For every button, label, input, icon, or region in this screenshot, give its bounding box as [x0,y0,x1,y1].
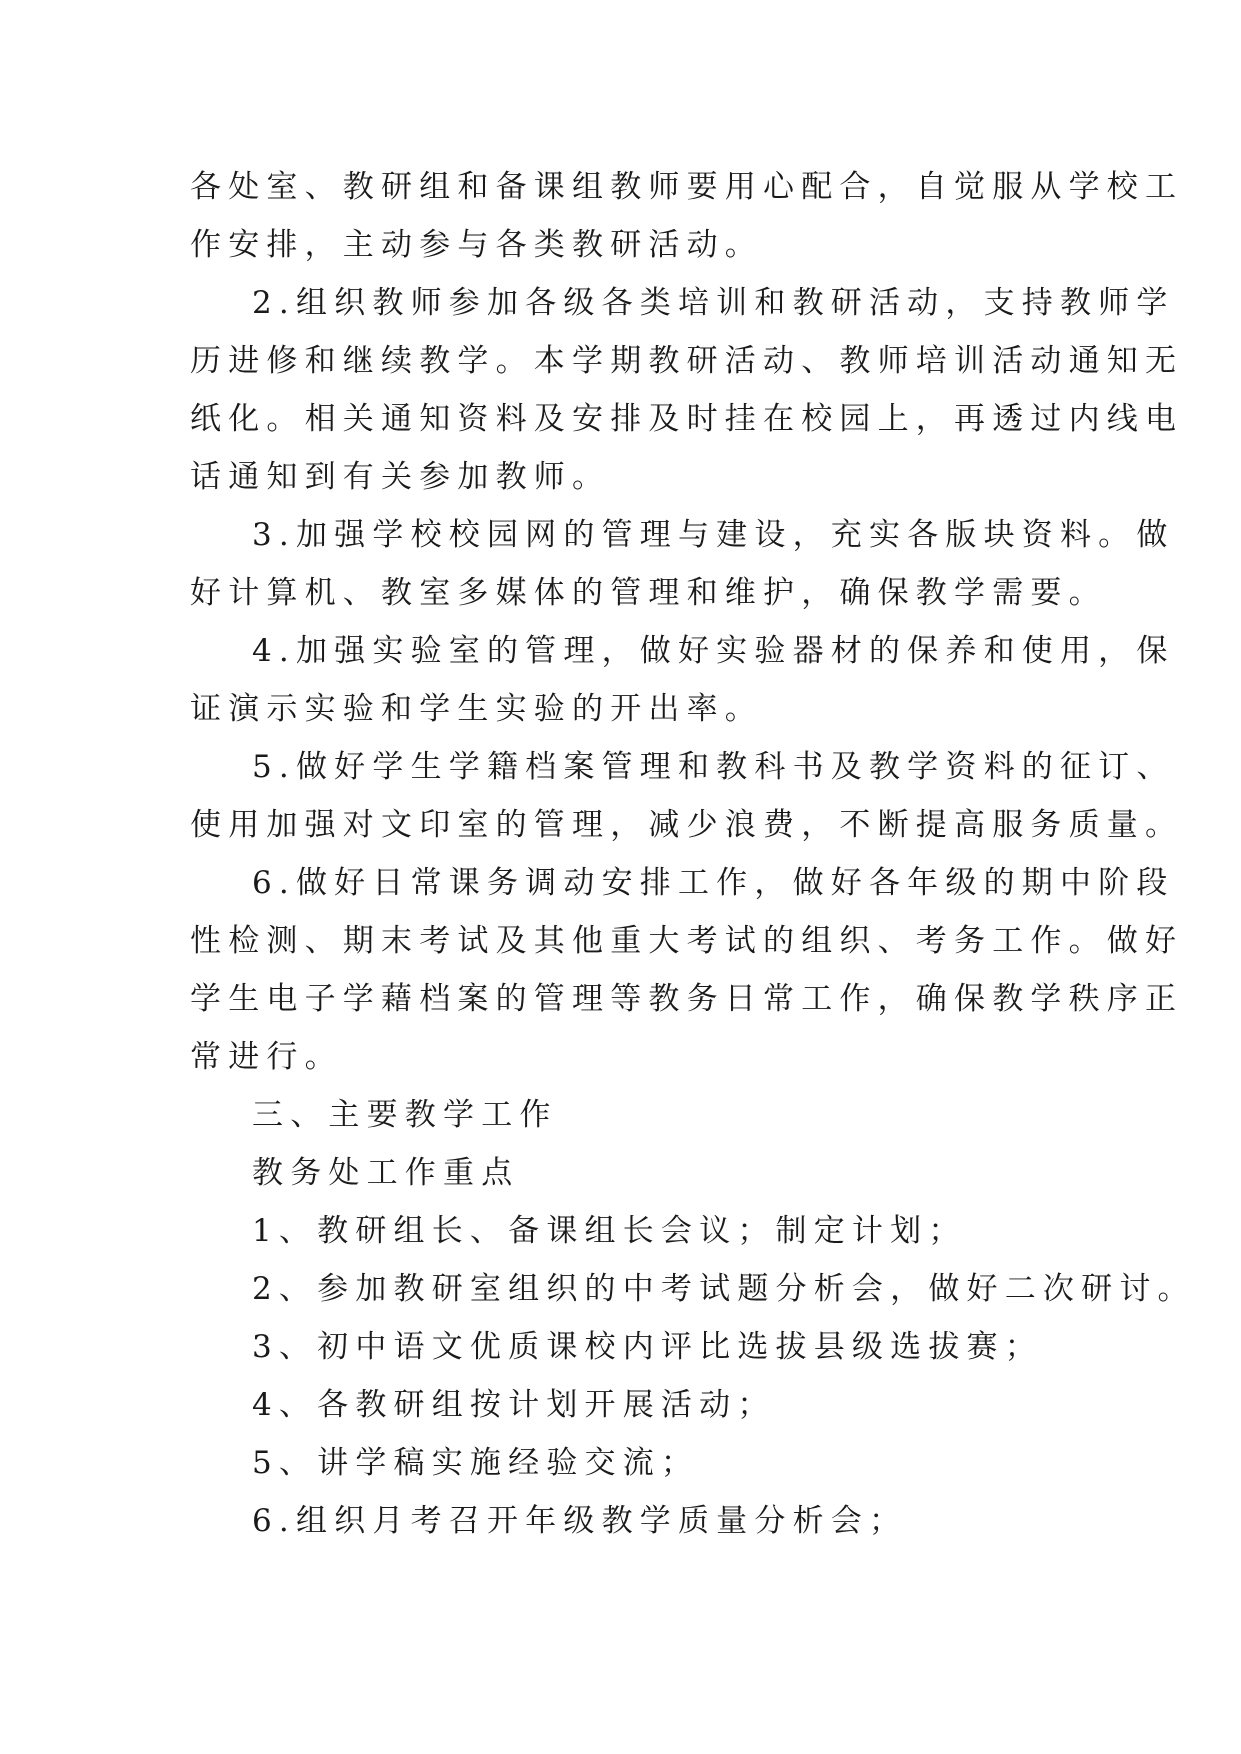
list-item: 6.组织月考召开年级教学质量分析会； [252,1503,908,1539]
text-line: 常进行。 [190,1039,343,1075]
text-line: 历进修和继续教学。本学期教研活动、教师培训活动通知无 [190,343,1184,379]
text-line: 使用加强对文印室的管理，减少浪费，不断提高服务质量。 [190,807,1184,843]
text-line: 作安排，主动参与各类教研活动。 [190,227,763,263]
text-line: 3.加强学校校园网的管理与建设，充实各版块资料。做 [252,517,1175,553]
text-line: 2.组织教师参加各级各类培训和教研活动，支持教师学 [252,285,1175,321]
section-heading: 三、主要教学工作 [252,1097,558,1133]
text-line: 各处室、教研组和备课组教师要用心配合，自觉服从学校工 [190,169,1184,205]
text-line: 学生电子学藉档案的管理等教务日常工作，确保教学秩序正 [190,981,1184,1017]
text-line: 6.做好日常课务调动安排工作，做好各年级的期中阶段 [252,865,1175,901]
list-item: 3、初中语文优质课校内评比选拔县级选拔赛； [252,1329,1043,1365]
list-item: 1、教研组长、备课组长会议；制定计划； [252,1213,967,1249]
subsection-heading: 教务处工作重点 [252,1155,520,1191]
document-body [190,158,1196,1550]
list-item: 4、各教研组按计划开展活动； [252,1387,776,1423]
text-line: 纸化。相关通知资料及安排及时挂在校园上，再透过内线电 [190,401,1184,437]
text-line: 4.加强实验室的管理，做好实验器材的保养和使用，保 [252,633,1175,669]
text-line: 话通知到有关参加教师。 [190,459,611,495]
text-line: 5.做好学生学籍档案管理和教科书及教学资料的征订、 [252,749,1175,785]
text-line: 证演示实验和学生实验的开出率。 [190,691,763,727]
text-line: 好计算机、教室多媒体的管理和维护，确保教学需要。 [190,575,1107,611]
list-item: 5、讲学稿实施经验交流； [252,1445,700,1481]
list-item: 2、参加教研室组织的中考试题分析会，做好二次研讨。 [252,1271,1196,1307]
text-line: 性检测、期末考试及其他重大考试的组织、考务工作。做好 [190,923,1184,959]
